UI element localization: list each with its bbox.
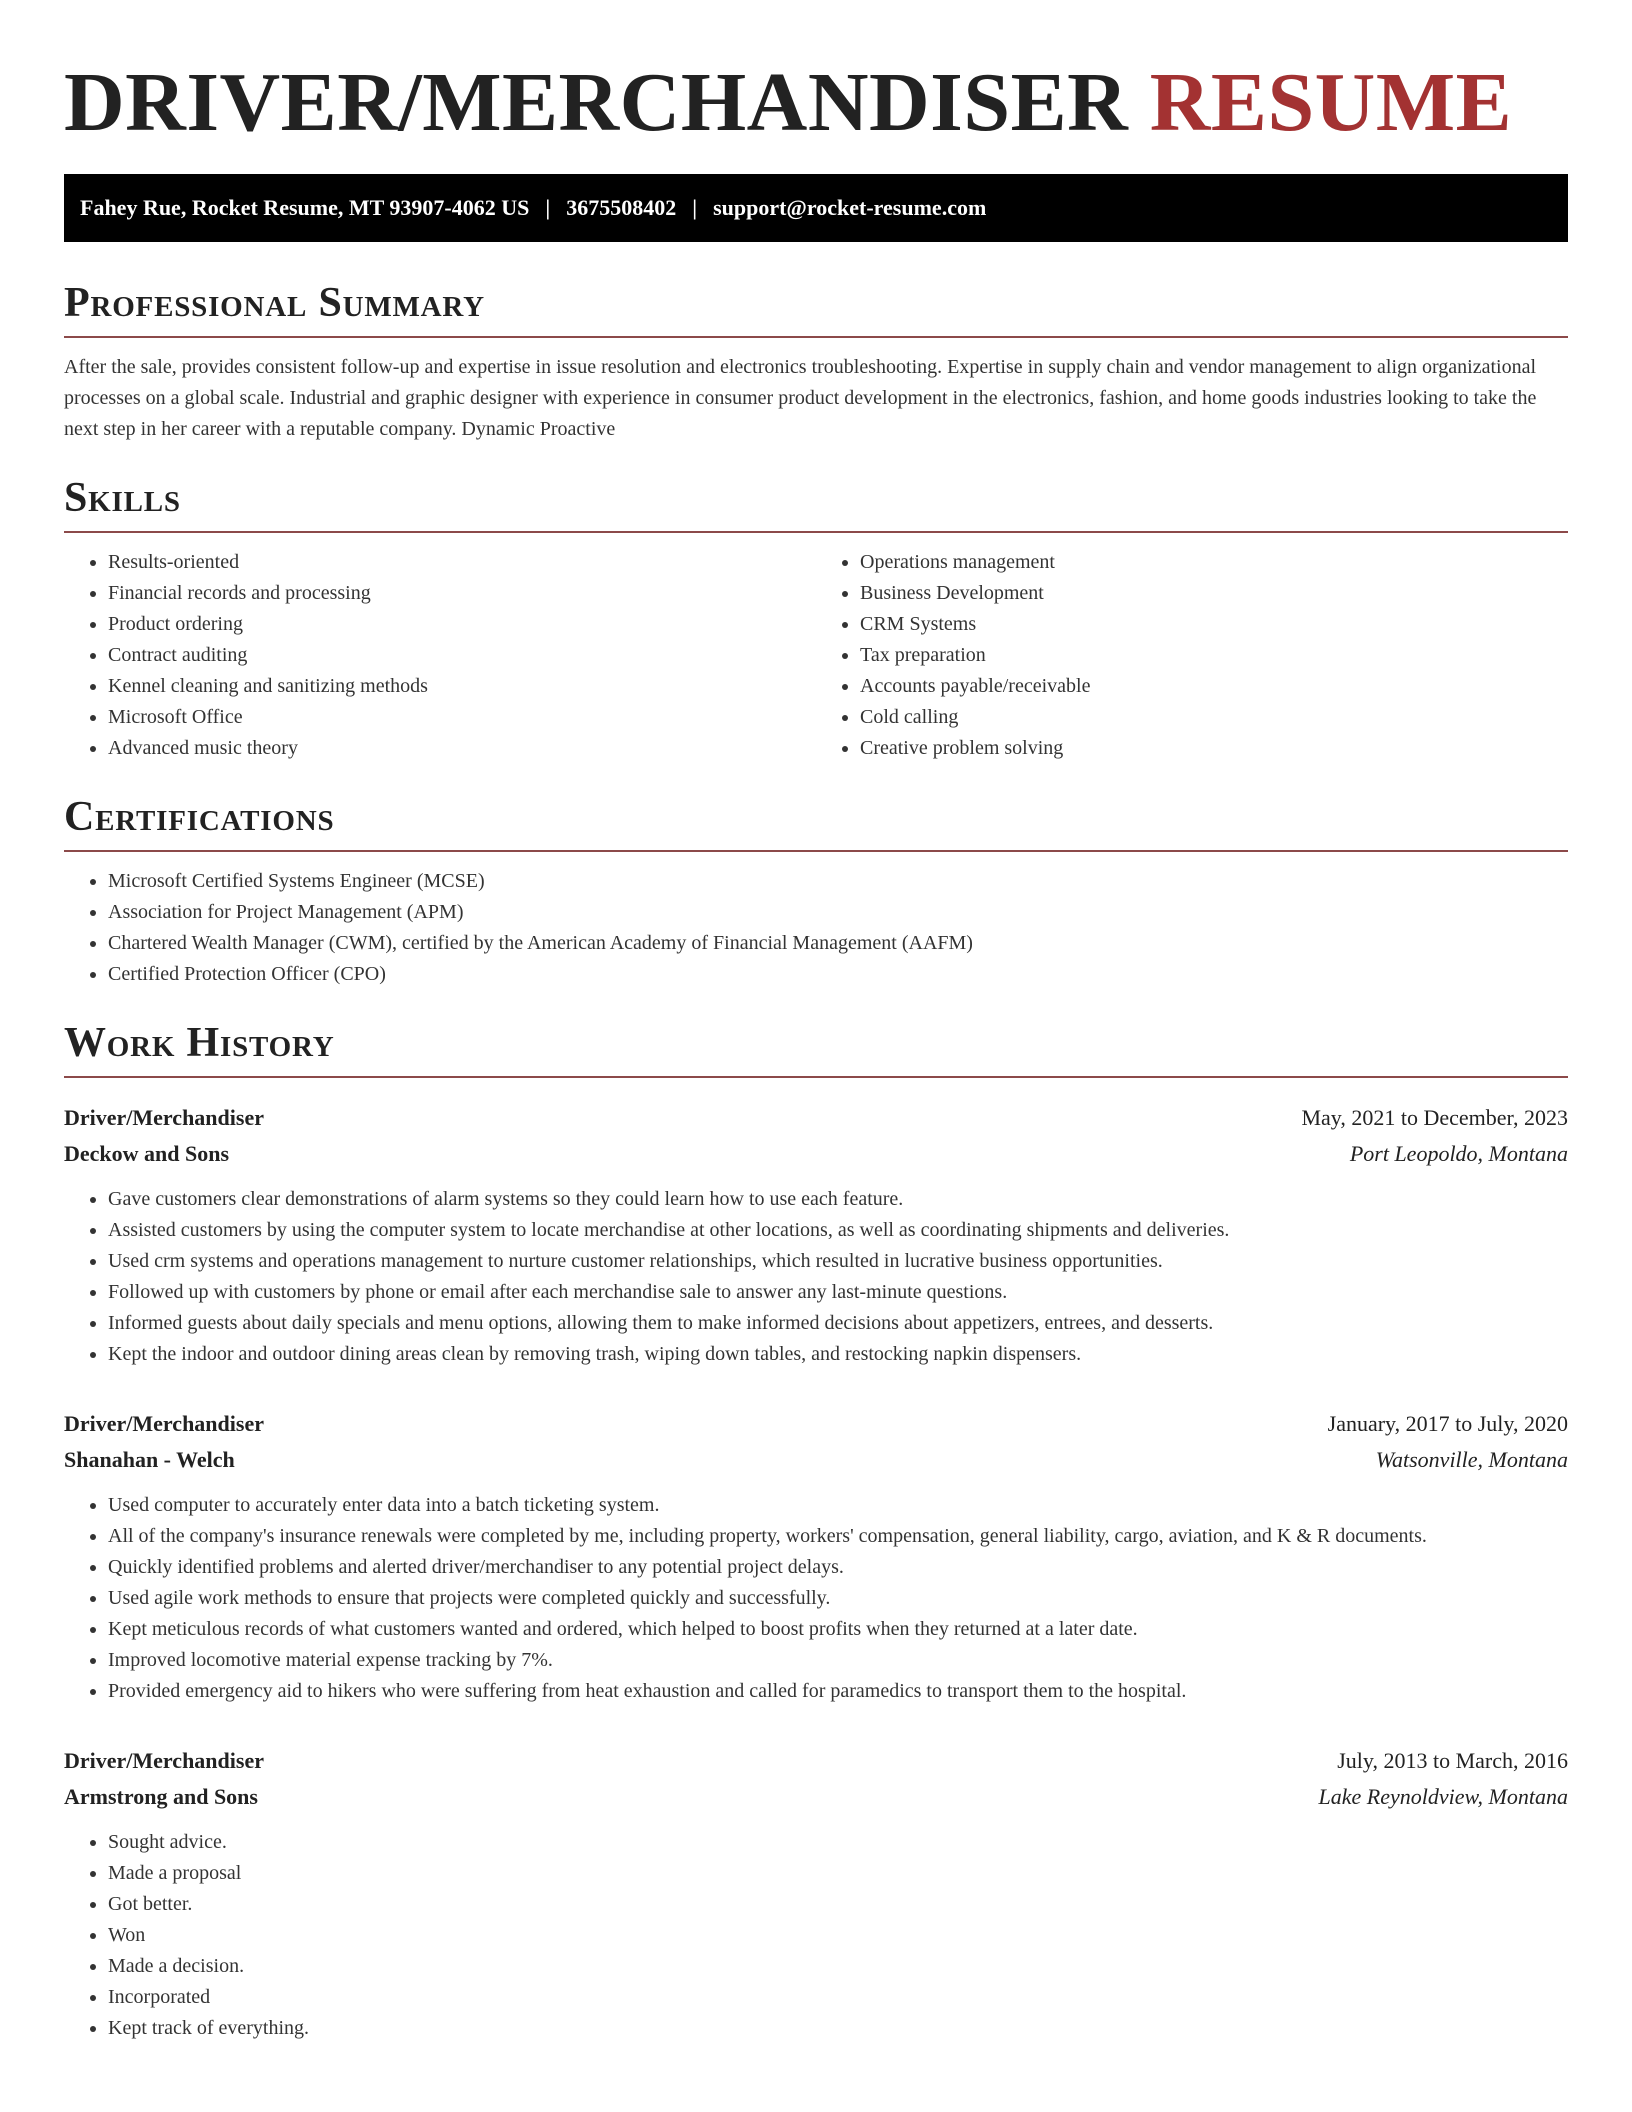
job-bullet: • Quickly identified problems and alerted driver/merchandiser to any potential project delays. — [108, 1552, 1568, 1583]
skills-list-left — [64, 547, 816, 764]
skill-item: • Business Development — [860, 578, 1568, 609]
job-bullet: • Informed guests about daily specials and menu options, allowing them to make informed decisions about appetizers, entrees, and desserts. — [108, 1308, 1568, 1339]
certification-item: • Certified Protection Officer (CPO) — [108, 959, 1568, 990]
job-company-row — [64, 1779, 1568, 1815]
skills-columns — [64, 533, 1568, 764]
certification-item: • Microsoft Certified Systems Engineer (MCSE) — [108, 866, 1568, 897]
certification-item: • Association for Project Management (APM) — [108, 897, 1568, 928]
skill-item: • Creative problem solving — [860, 733, 1568, 764]
skills-list-right — [816, 547, 1568, 764]
contact-bar — [64, 174, 1568, 242]
skill-item: • Operations management — [860, 547, 1568, 578]
skill-item: • Accounts payable/receivable — [860, 671, 1568, 702]
job-bullet: • Provided emergency aid to hikers who were suffering from heat exhaustion and called for paramedics to transport them to the hospital. — [108, 1676, 1568, 1707]
title-accent: RESUME — [1149, 56, 1513, 149]
job-location: Port Leopoldo, Montana — [1349, 1141, 1568, 1166]
job-dates: July, 2013 to March, 2016 — [1337, 1748, 1568, 1773]
work-history-section — [64, 1018, 1568, 2044]
job-bullet: • Kept meticulous records of what customers wanted and ordered, which helped to boost profits when they returned at a later date. — [108, 1614, 1568, 1645]
job-bullets — [64, 1490, 1568, 1707]
skill-item: • Results-oriented — [108, 547, 816, 578]
section-heading: Certifications — [64, 794, 335, 840]
job-bullet: • Used agile work methods to ensure that projects were completed quickly and successfully. — [108, 1583, 1568, 1614]
contact-phone: 3675508402 — [566, 195, 677, 220]
job-entry — [64, 1100, 1568, 1370]
skill-item: • CRM Systems — [860, 609, 1568, 640]
job-bullet: • Made a proposal — [108, 1858, 1568, 1889]
job-bullet: • Gave customers clear demonstrations of alarm systems so they could learn how to use each feature. — [108, 1184, 1568, 1215]
job-header-row — [64, 1100, 1568, 1136]
job-bullet: • Incorporated — [108, 1982, 1568, 2013]
job-title: Driver/Merchandiser — [64, 1411, 264, 1436]
job-company: Shanahan - Welch — [64, 1447, 235, 1472]
job-title: Driver/Merchandiser — [64, 1748, 264, 1773]
section-heading: Work History — [64, 1020, 335, 1066]
section-divider — [64, 336, 1568, 338]
job-location: Watsonville, Montana — [1375, 1447, 1568, 1472]
job-location: Lake Reynoldview, Montana — [1318, 1784, 1568, 1809]
job-entry — [64, 1743, 1568, 2044]
skill-item: • Microsoft Office — [108, 702, 816, 733]
contact-email: support@rocket-resume.com — [713, 195, 987, 220]
job-bullet: • Won — [108, 1920, 1568, 1951]
skill-item: • Kennel cleaning and sanitizing methods — [108, 671, 816, 702]
resume-title — [64, 52, 1568, 154]
job-title: Driver/Merchandiser — [64, 1105, 264, 1130]
summary-section — [64, 278, 1568, 445]
job-company-row — [64, 1442, 1568, 1478]
contact-separator: | — [692, 195, 698, 220]
job-header-row — [64, 1406, 1568, 1442]
contact-address: Fahey Rue, Rocket Resume, MT 93907-4062 US — [80, 195, 530, 220]
certification-item: • Chartered Wealth Manager (CWM), certified by the American Academy of Financial Management (AAFM) — [108, 928, 1568, 959]
job-bullet: • Got better. — [108, 1889, 1568, 1920]
job-dates: May, 2021 to December, 2023 — [1301, 1105, 1568, 1130]
certifications-section — [64, 792, 1568, 990]
job-bullet: • All of the company's insurance renewals were completed by me, including property, workers' compensation, general liability, cargo, aviation, and K & R documents. — [108, 1521, 1568, 1552]
job-bullet: • Improved locomotive material expense tracking by 7%. — [108, 1645, 1568, 1676]
job-bullet: • Sought advice. — [108, 1827, 1568, 1858]
job-bullet: • Used crm systems and operations management to nurture customer relationships, which resulted in lucrative business opportunities. — [108, 1246, 1568, 1277]
section-heading: Professional Summary — [64, 280, 485, 326]
job-bullet: • Followed up with customers by phone or email after each merchandise sale to answer any last-minute questions. — [108, 1277, 1568, 1308]
job-bullets — [64, 1184, 1568, 1370]
section-heading: Skills — [64, 475, 181, 521]
skill-item: • Financial records and processing — [108, 578, 816, 609]
job-company: Deckow and Sons — [64, 1141, 230, 1166]
skill-item: • Product ordering — [108, 609, 816, 640]
job-entry — [64, 1406, 1568, 1707]
certifications-list — [64, 866, 1568, 990]
job-bullets — [64, 1827, 1568, 2044]
contact-separator: | — [545, 195, 551, 220]
job-dates: January, 2017 to July, 2020 — [1327, 1411, 1568, 1436]
skill-item: • Advanced music theory — [108, 733, 816, 764]
job-header-row — [64, 1743, 1568, 1779]
summary-text: After the sale, provides consistent follow-up and expertise in issue resolution and electronics troubleshooting. Expertise in supply chain and vendor management to align organizational processes on a global scale. Industrial and graphic designer with experience in consumer product development in the electronics, fashion, and home goods industries looking to take the next step in her career with a reputable company. Dynamic Proactive — [64, 356, 1537, 440]
job-bullet: • Assisted customers by using the computer system to locate merchandise at other locations, as well as coordinating shipments and deliveries. — [108, 1215, 1568, 1246]
skill-item: • Tax preparation — [860, 640, 1568, 671]
title-main: DRIVER/MERCHANDISER — [64, 56, 1129, 149]
job-bullet: • Made a decision. — [108, 1951, 1568, 1982]
skill-item: • Cold calling — [860, 702, 1568, 733]
section-divider — [64, 850, 1568, 852]
skill-item: • Contract auditing — [108, 640, 816, 671]
job-bullet: • Kept track of everything. — [108, 2013, 1568, 2044]
section-divider — [64, 1076, 1568, 1078]
job-bullet: • Used computer to accurately enter data into a batch ticketing system. — [108, 1490, 1568, 1521]
job-company-row — [64, 1136, 1568, 1172]
skills-section — [64, 473, 1568, 764]
job-company: Armstrong and Sons — [64, 1784, 258, 1809]
job-bullet: • Kept the indoor and outdoor dining areas clean by removing trash, wiping down tables, and restocking napkin dispensers. — [108, 1339, 1568, 1370]
